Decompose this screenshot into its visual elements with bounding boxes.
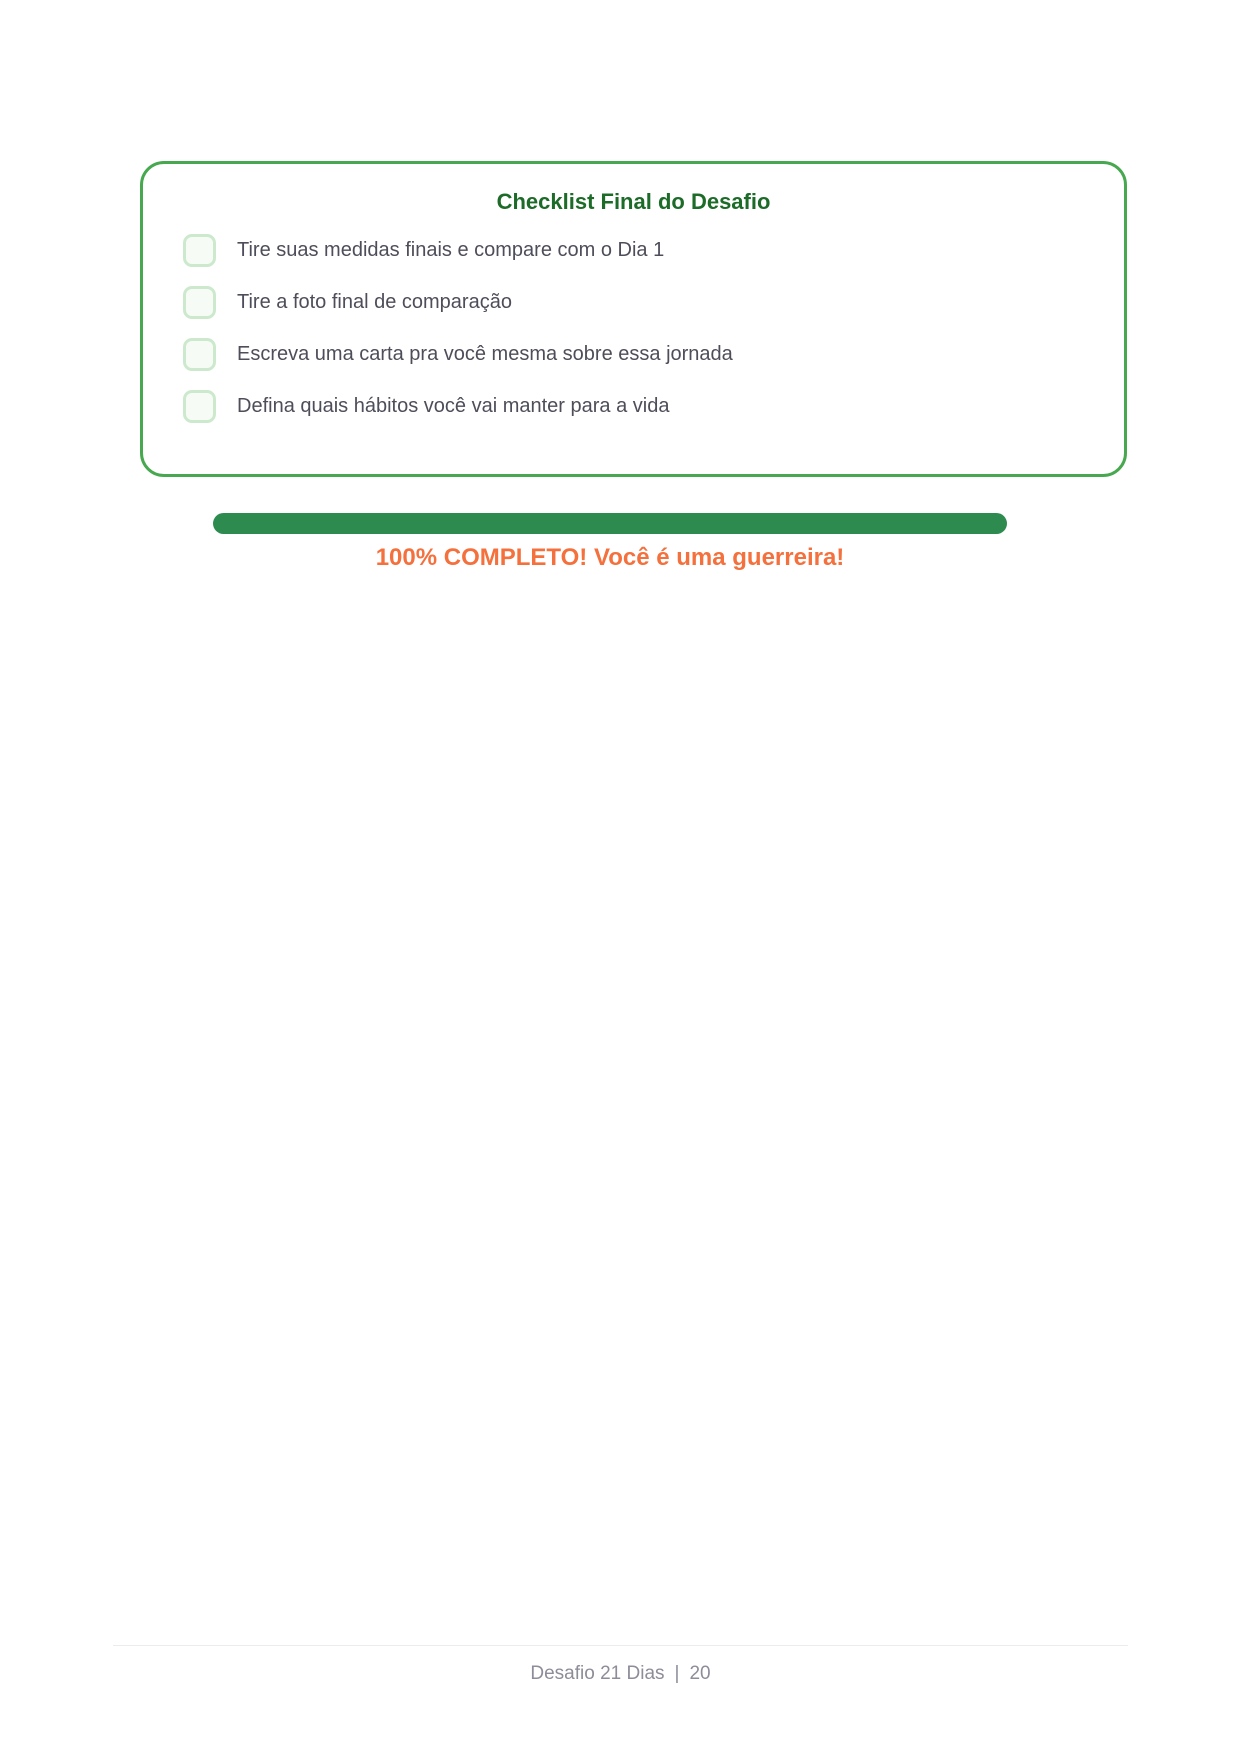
checklist-item-label: Tire suas medidas finais e compare com o Dia 1 [237,239,665,261]
footer-brand: Desafio 21 Dias [530,1663,665,1684]
checkbox[interactable] [183,286,216,319]
checklist-item-label: Tire a foto final de comparação [237,291,512,313]
checklist-item-label: Escreva uma carta pra você mesma sobre essa jornada [237,343,733,365]
checklist-item-label: Defina quais hábitos você vai manter para a vida [237,395,670,417]
checklist-title: Checklist Final do Desafio [496,189,771,214]
checklist-item [183,338,1124,371]
page-footer [0,1662,1241,1686]
checkbox[interactable] [183,390,216,423]
footer-separator: | [674,1663,680,1684]
progress-bar [213,513,1007,534]
checkbox[interactable] [183,338,216,371]
progress-bar-fill [213,513,1007,534]
checklist-item [183,286,1124,319]
progress-caption: 100% COMPLETO! Você é uma guerreira! [375,544,845,571]
checklist-item [183,234,1124,267]
footer-page-number: 20 [689,1663,711,1684]
checklist-card [140,161,1127,477]
checklist-item [183,390,1124,423]
checkbox[interactable] [183,234,216,267]
footer-divider [113,1645,1128,1646]
